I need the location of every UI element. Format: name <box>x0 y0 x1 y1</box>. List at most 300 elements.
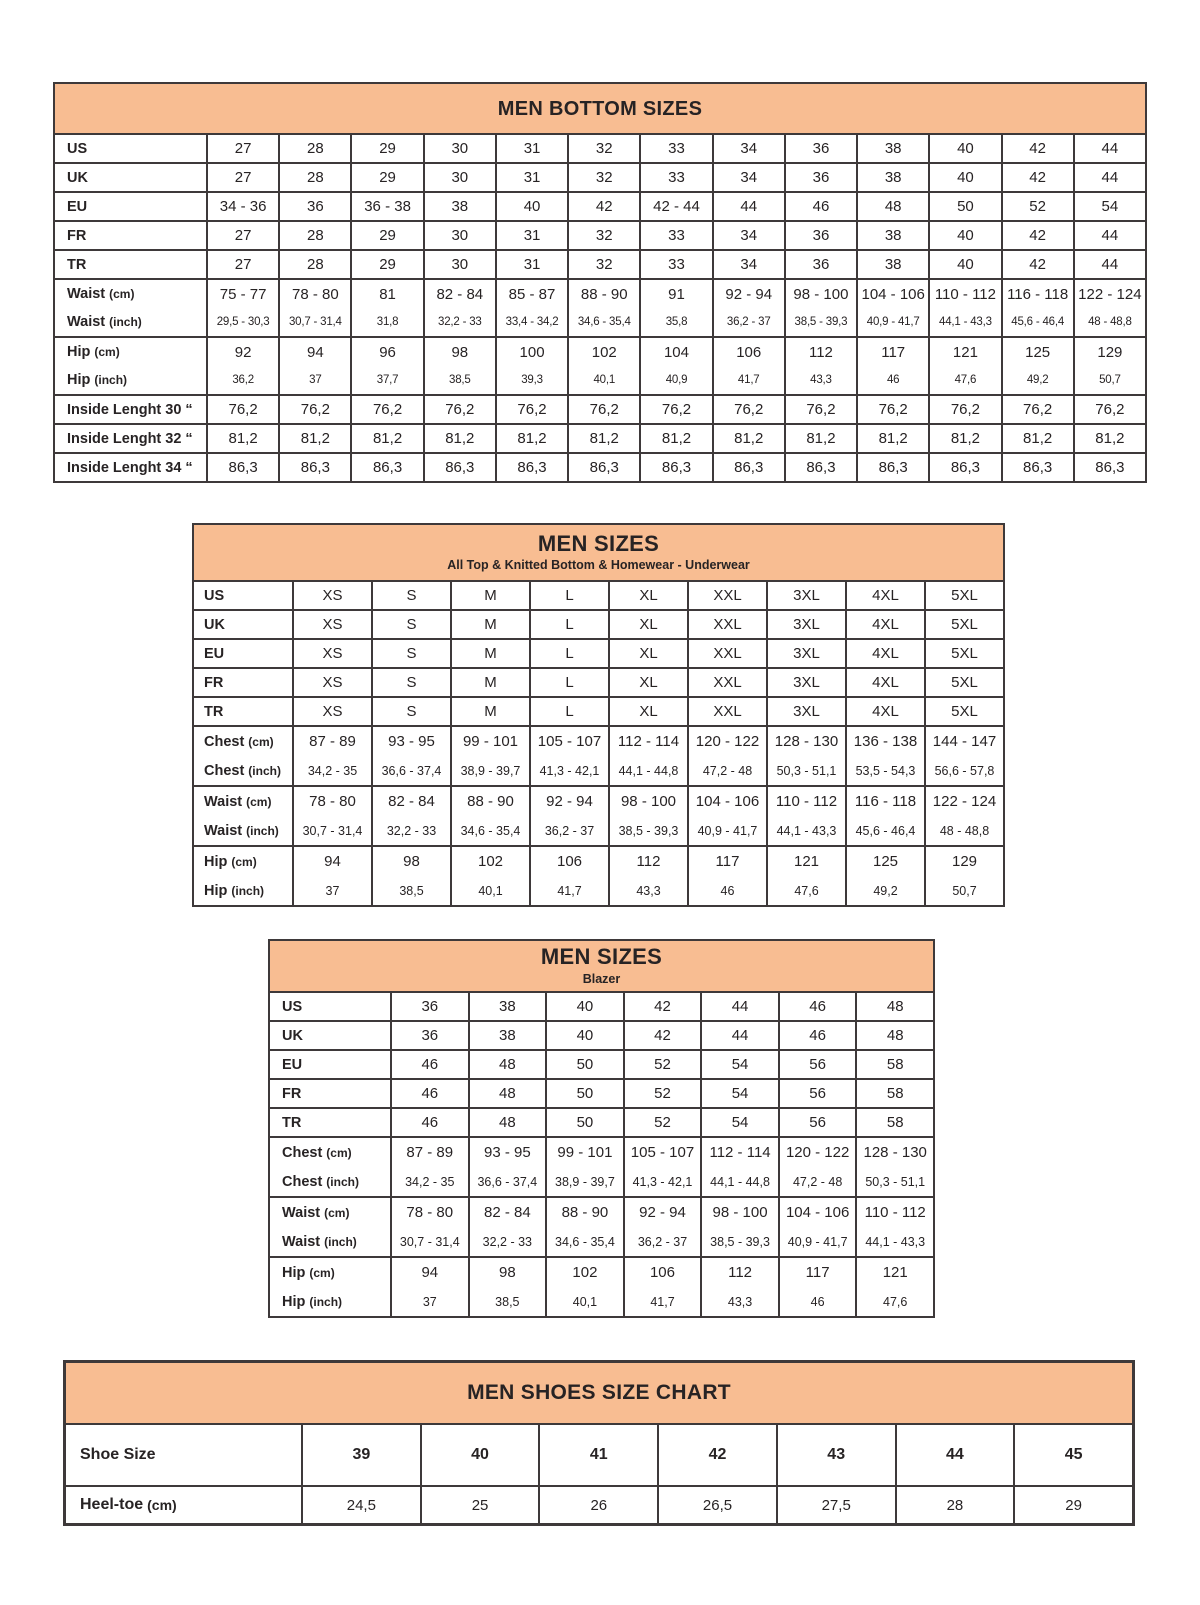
row-label <box>270 1198 390 1227</box>
table-cell: 122 - 124 <box>924 787 1003 816</box>
table-cell: 48 - 48,8 <box>924 816 1003 845</box>
table-cell: 46 <box>390 1051 468 1078</box>
table-cell: 30,7 - 31,4 <box>390 1227 468 1256</box>
row-label <box>66 1487 301 1523</box>
table-body <box>270 993 933 1316</box>
table-cell: 48 - 48,8 <box>1073 308 1145 336</box>
table-cell: 52 <box>623 1051 701 1078</box>
table-title: MEN SHOES SIZE CHART <box>467 1381 731 1405</box>
table-cell: 34 <box>712 222 784 249</box>
table-cell: 34 <box>712 135 784 162</box>
table-cell: 32 <box>567 135 639 162</box>
table-section <box>55 222 1145 251</box>
table-cell: 82 - 84 <box>468 1198 546 1227</box>
table-row <box>55 396 1145 423</box>
table-cell: 46 <box>784 193 856 220</box>
row-label-unit: (cm) <box>248 734 274 749</box>
table-cell: 50 <box>545 1051 623 1078</box>
table-cell: 36 - 38 <box>350 193 422 220</box>
table-cell: L <box>529 611 608 638</box>
table-row <box>194 756 1003 785</box>
table-cell: 44,1 - 44,8 <box>608 756 687 785</box>
table-cell: 42 <box>1001 164 1073 191</box>
table-cell: 81,2 <box>639 425 711 452</box>
row-label-text: FR <box>282 1085 302 1102</box>
table-cell: 32,2 - 33 <box>371 816 450 845</box>
table-cell: XXL <box>687 640 766 667</box>
table-cell: 29 <box>350 251 422 278</box>
table-cell: 44 <box>700 993 778 1020</box>
table-cell: 86,3 <box>495 454 567 481</box>
table-cell: 25 <box>420 1487 539 1523</box>
row-label-text: Inside Lenght 30 “ <box>67 401 193 418</box>
table-cell: M <box>450 669 529 696</box>
table-cell: 43,3 <box>700 1287 778 1316</box>
table-cell: M <box>450 611 529 638</box>
table-cell: 50,7 <box>1073 366 1145 394</box>
table-section <box>270 1109 933 1138</box>
table-cell: 49,2 <box>1001 366 1073 394</box>
table-cell: 41,7 <box>529 876 608 905</box>
table-cell: 5XL <box>924 611 1003 638</box>
table-cell: S <box>371 611 450 638</box>
table-section <box>55 280 1145 338</box>
table-section <box>55 454 1145 481</box>
table-cell: 40 <box>928 251 1000 278</box>
row-label <box>55 164 206 191</box>
table-cell: 46 <box>856 366 928 394</box>
table-subtitle: All Top & Knitted Bottom & Homewear - Underwear <box>447 558 750 573</box>
table-section <box>194 582 1003 611</box>
men-sizes-blazer-table <box>268 939 935 1318</box>
table-cell: 42 <box>623 993 701 1020</box>
table-cell: 41,7 <box>712 366 784 394</box>
table-cell: 34,6 - 35,4 <box>450 816 529 845</box>
table-cell: 86,3 <box>856 454 928 481</box>
table-cell: 40 <box>928 135 1000 162</box>
table-cell: 36,2 - 37 <box>712 308 784 336</box>
table-cell: 31 <box>495 251 567 278</box>
table-cell: 45 <box>1013 1425 1132 1485</box>
row-label <box>270 1138 390 1167</box>
table-cell: 44,1 - 43,3 <box>928 308 1000 336</box>
table-cell: 38 <box>468 1022 546 1049</box>
table-row <box>194 669 1003 696</box>
table-cell: 36,6 - 37,4 <box>371 756 450 785</box>
table-cell: 27 <box>206 222 278 249</box>
table-section <box>194 698 1003 727</box>
row-label-unit: (cm) <box>94 345 120 359</box>
row-label <box>194 816 292 845</box>
table-cell: 33 <box>639 135 711 162</box>
table-cell: 27 <box>206 251 278 278</box>
table-cell: 117 <box>856 338 928 366</box>
men-sizes-tops-header <box>194 525 1003 582</box>
table-cell: 34,2 - 35 <box>292 756 371 785</box>
table-cell: XL <box>608 611 687 638</box>
row-label-unit: (inch) <box>326 1174 359 1189</box>
table-cell: 128 - 130 <box>855 1138 933 1167</box>
table-row <box>270 1198 933 1227</box>
row-label <box>270 1022 390 1049</box>
table-cell: XL <box>608 640 687 667</box>
table-row <box>55 164 1145 191</box>
table-cell: 76,2 <box>278 396 350 423</box>
table-cell: 40 <box>420 1425 539 1485</box>
row-label-text: Waist <box>282 1204 321 1221</box>
table-cell: 3XL <box>766 611 845 638</box>
table-cell: XXL <box>687 669 766 696</box>
row-label <box>194 876 292 905</box>
table-row <box>270 1080 933 1107</box>
table-cell: 42 <box>657 1425 776 1485</box>
table-cell: 75 - 77 <box>206 280 278 308</box>
table-row <box>270 993 933 1020</box>
table-section <box>55 338 1145 396</box>
table-cell: 46 <box>390 1080 468 1107</box>
table-cell: 48 <box>856 193 928 220</box>
table-cell: 129 <box>924 847 1003 876</box>
table-cell: 33 <box>639 164 711 191</box>
table-cell: 34 <box>712 164 784 191</box>
table-cell: 87 - 89 <box>292 727 371 756</box>
table-cell: XXL <box>687 582 766 609</box>
table-section <box>270 993 933 1022</box>
table-cell: 34,6 - 35,4 <box>545 1227 623 1256</box>
table-cell: L <box>529 698 608 725</box>
table-cell: 81,2 <box>1073 425 1145 452</box>
row-label-unit: (cm) <box>309 1265 335 1280</box>
table-cell: 38,9 - 39,7 <box>545 1167 623 1196</box>
table-cell: 86,3 <box>350 454 422 481</box>
row-label-text: EU <box>204 645 225 662</box>
table-cell: 39,3 <box>495 366 567 394</box>
table-cell: 92 - 94 <box>529 787 608 816</box>
table-cell: 44 <box>895 1425 1014 1485</box>
row-label-unit: (cm) <box>109 287 135 301</box>
table-cell: 42 <box>1001 251 1073 278</box>
table-row <box>66 1425 1132 1485</box>
table-cell: 106 <box>623 1258 701 1287</box>
table-cell: 76,2 <box>1073 396 1145 423</box>
table-cell: 56 <box>778 1051 856 1078</box>
table-cell: 86,3 <box>1001 454 1073 481</box>
row-label-text: Inside Lenght 32 “ <box>67 430 193 447</box>
row-label-text: FR <box>204 674 224 691</box>
table-cell: 38 <box>856 251 928 278</box>
row-label-text: Hip <box>67 344 91 360</box>
row-label-text: TR <box>282 1114 302 1131</box>
men-shoes-size-table <box>63 1360 1135 1526</box>
table-cell: 110 - 112 <box>855 1198 933 1227</box>
table-cell: 50,7 <box>924 876 1003 905</box>
table-cell: 43,3 <box>608 876 687 905</box>
table-cell: 58 <box>855 1080 933 1107</box>
row-label-unit: (cm) <box>147 1497 177 1513</box>
table-cell: 32 <box>567 164 639 191</box>
table-cell: XS <box>292 582 371 609</box>
table-cell: 86,3 <box>712 454 784 481</box>
table-cell: 81,2 <box>1001 425 1073 452</box>
table-cell: S <box>371 582 450 609</box>
table-cell: 88 - 90 <box>545 1198 623 1227</box>
row-label <box>194 787 292 816</box>
table-cell: M <box>450 640 529 667</box>
row-label <box>270 1051 390 1078</box>
table-cell: 40 <box>545 1022 623 1049</box>
table-cell: S <box>371 669 450 696</box>
table-cell: 36 <box>784 222 856 249</box>
row-label <box>55 454 206 481</box>
table-cell: 4XL <box>845 611 924 638</box>
table-cell: 38,5 - 39,3 <box>784 308 856 336</box>
table-cell: 104 - 106 <box>856 280 928 308</box>
row-label-text: Shoe Size <box>80 1446 156 1463</box>
table-cell: 40 <box>928 164 1000 191</box>
table-cell: 98 <box>423 338 495 366</box>
table-section <box>270 1022 933 1051</box>
table-cell: 50 <box>545 1080 623 1107</box>
table-cell: 47,6 <box>928 366 1000 394</box>
table-cell: XS <box>292 640 371 667</box>
table-cell: 99 - 101 <box>450 727 529 756</box>
table-cell: 76,2 <box>856 396 928 423</box>
table-cell: 32 <box>567 251 639 278</box>
row-label <box>270 1227 390 1256</box>
table-cell: 94 <box>278 338 350 366</box>
row-label-text: Hip <box>204 853 228 870</box>
table-cell: 43,3 <box>784 366 856 394</box>
table-cell: 112 - 114 <box>700 1138 778 1167</box>
row-label-text: UK <box>282 1027 303 1044</box>
table-row <box>270 1138 933 1167</box>
table-cell: 102 <box>450 847 529 876</box>
table-cell: 78 - 80 <box>292 787 371 816</box>
table-cell: 144 - 147 <box>924 727 1003 756</box>
table-cell: 41,3 - 42,1 <box>623 1167 701 1196</box>
row-label-text: FR <box>67 227 87 244</box>
table-cell: 56 <box>778 1080 856 1107</box>
table-cell: 76,2 <box>639 396 711 423</box>
table-subtitle: Blazer <box>582 971 621 986</box>
row-label-text: Waist <box>204 793 243 810</box>
table-cell: 81,2 <box>350 425 422 452</box>
table-cell: 5XL <box>924 582 1003 609</box>
table-cell: 53,5 - 54,3 <box>845 756 924 785</box>
table-cell: 112 - 114 <box>608 727 687 756</box>
row-label-text: Chest <box>204 733 245 750</box>
table-cell: M <box>450 582 529 609</box>
table-cell: 86,3 <box>928 454 1000 481</box>
row-label <box>55 308 206 336</box>
table-cell: 44,1 - 43,3 <box>766 816 845 845</box>
table-cell: 48 <box>468 1051 546 1078</box>
table-cell: 3XL <box>766 669 845 696</box>
table-cell: 33 <box>639 222 711 249</box>
table-cell: 31 <box>495 222 567 249</box>
table-cell: 54 <box>700 1080 778 1107</box>
row-label <box>194 727 292 756</box>
table-cell: 112 <box>700 1258 778 1287</box>
table-cell: 136 - 138 <box>845 727 924 756</box>
table-cell: 78 - 80 <box>390 1198 468 1227</box>
table-cell: 112 <box>784 338 856 366</box>
table-cell: 106 <box>712 338 784 366</box>
row-label-unit: (inch) <box>94 373 128 387</box>
table-row <box>270 1109 933 1136</box>
table-cell: 76,2 <box>495 396 567 423</box>
table-cell: 44 <box>1073 135 1145 162</box>
table-cell: 125 <box>845 847 924 876</box>
table-section <box>194 727 1003 787</box>
table-cell: 81,2 <box>567 425 639 452</box>
table-cell: 116 - 118 <box>1001 280 1073 308</box>
table-cell: 4XL <box>845 669 924 696</box>
table-cell: 128 - 130 <box>766 727 845 756</box>
row-label-text: Waist <box>204 822 243 839</box>
table-cell: 76,2 <box>784 396 856 423</box>
table-cell: 102 <box>545 1258 623 1287</box>
table-cell: 42 <box>1001 222 1073 249</box>
men-shoes-size-header <box>66 1363 1132 1425</box>
table-cell: 93 - 95 <box>468 1138 546 1167</box>
table-row <box>55 193 1145 220</box>
table-cell: 86,3 <box>278 454 350 481</box>
table-cell: 3XL <box>766 582 845 609</box>
row-label <box>55 222 206 249</box>
table-cell: 112 <box>608 847 687 876</box>
table-cell: 121 <box>766 847 845 876</box>
table-cell: 29 <box>350 135 422 162</box>
table-cell: 98 <box>371 847 450 876</box>
table-cell: 100 <box>495 338 567 366</box>
table-row <box>270 1258 933 1287</box>
table-cell: 110 - 112 <box>928 280 1000 308</box>
table-row <box>194 727 1003 756</box>
table-cell: 40 <box>545 993 623 1020</box>
table-cell: 38,5 <box>468 1287 546 1316</box>
table-cell: 94 <box>292 847 371 876</box>
table-cell: 5XL <box>924 640 1003 667</box>
table-cell: 38 <box>468 993 546 1020</box>
table-cell: 36,6 - 37,4 <box>468 1167 546 1196</box>
table-cell: 86,3 <box>567 454 639 481</box>
table-cell: 40,1 <box>450 876 529 905</box>
row-label-unit: (inch) <box>248 763 281 778</box>
table-cell: 38 <box>856 135 928 162</box>
men-bottom-sizes-header <box>55 84 1145 135</box>
table-cell: 47,6 <box>766 876 845 905</box>
men-sizes-blazer-header <box>270 941 933 993</box>
table-cell: 47,2 - 48 <box>778 1167 856 1196</box>
table-row <box>55 135 1145 162</box>
table-cell: 30,7 - 31,4 <box>292 816 371 845</box>
table-section <box>55 164 1145 193</box>
table-cell: 52 <box>1001 193 1073 220</box>
table-cell: L <box>529 640 608 667</box>
table-section <box>270 1258 933 1316</box>
table-cell: 86,3 <box>423 454 495 481</box>
table-cell: 48 <box>855 1022 933 1049</box>
table-cell: 47,6 <box>855 1287 933 1316</box>
table-cell: 37 <box>278 366 350 394</box>
table-body <box>55 135 1145 481</box>
table-row <box>55 338 1145 366</box>
table-cell: 110 - 112 <box>766 787 845 816</box>
table-cell: 36 <box>784 135 856 162</box>
table-cell: 99 - 101 <box>545 1138 623 1167</box>
table-cell: 82 - 84 <box>423 280 495 308</box>
table-cell: 26,5 <box>657 1487 776 1523</box>
table-cell: 29 <box>1013 1487 1132 1523</box>
table-cell: 38,5 <box>371 876 450 905</box>
row-label <box>55 135 206 162</box>
row-label <box>55 193 206 220</box>
table-cell: 41,3 - 42,1 <box>529 756 608 785</box>
table-cell: 98 - 100 <box>608 787 687 816</box>
table-body <box>66 1425 1132 1523</box>
table-cell: 54 <box>700 1109 778 1136</box>
table-cell: 50 <box>928 193 1000 220</box>
row-label <box>194 756 292 785</box>
table-cell: 52 <box>623 1109 701 1136</box>
row-label <box>194 669 292 696</box>
table-cell: 49,2 <box>845 876 924 905</box>
table-cell: 50,3 - 51,1 <box>766 756 845 785</box>
table-cell: 81,2 <box>495 425 567 452</box>
table-cell: 28 <box>278 135 350 162</box>
row-label-text: US <box>204 587 225 604</box>
table-cell: 5XL <box>924 669 1003 696</box>
table-title: MEN SIZES <box>537 530 660 556</box>
row-label <box>270 1080 390 1107</box>
table-cell: XXL <box>687 611 766 638</box>
table-cell: 117 <box>778 1258 856 1287</box>
row-label <box>55 280 206 308</box>
table-row <box>194 787 1003 816</box>
table-cell: 58 <box>855 1051 933 1078</box>
table-cell: 31 <box>495 135 567 162</box>
row-label-text: EU <box>67 198 88 215</box>
table-row <box>55 251 1145 278</box>
table-row <box>66 1487 1132 1523</box>
table-cell: 30 <box>423 251 495 278</box>
row-label-unit: (inch) <box>309 1294 343 1309</box>
table-cell: 30,7 - 31,4 <box>278 308 350 336</box>
table-cell: 56,6 - 57,8 <box>924 756 1003 785</box>
table-row <box>55 454 1145 481</box>
table-cell: XS <box>292 698 371 725</box>
table-cell: 58 <box>855 1109 933 1136</box>
table-cell: 105 - 107 <box>529 727 608 756</box>
table-row <box>55 308 1145 336</box>
table-cell: 36 <box>390 993 468 1020</box>
table-cell: 88 - 90 <box>567 280 639 308</box>
table-cell: 105 - 107 <box>623 1138 701 1167</box>
table-cell: 116 - 118 <box>845 787 924 816</box>
table-cell: 4XL <box>845 640 924 667</box>
row-label-text: TR <box>204 703 224 720</box>
table-cell: 37 <box>292 876 371 905</box>
table-cell: 76,2 <box>928 396 1000 423</box>
table-cell: 40,1 <box>545 1287 623 1316</box>
table-cell: 104 <box>639 338 711 366</box>
table-cell: 125 <box>1001 338 1073 366</box>
row-label-unit: (cm) <box>231 854 257 869</box>
table-title: MEN SIZES <box>540 944 663 970</box>
table-cell: 106 <box>529 847 608 876</box>
table-row <box>55 425 1145 452</box>
